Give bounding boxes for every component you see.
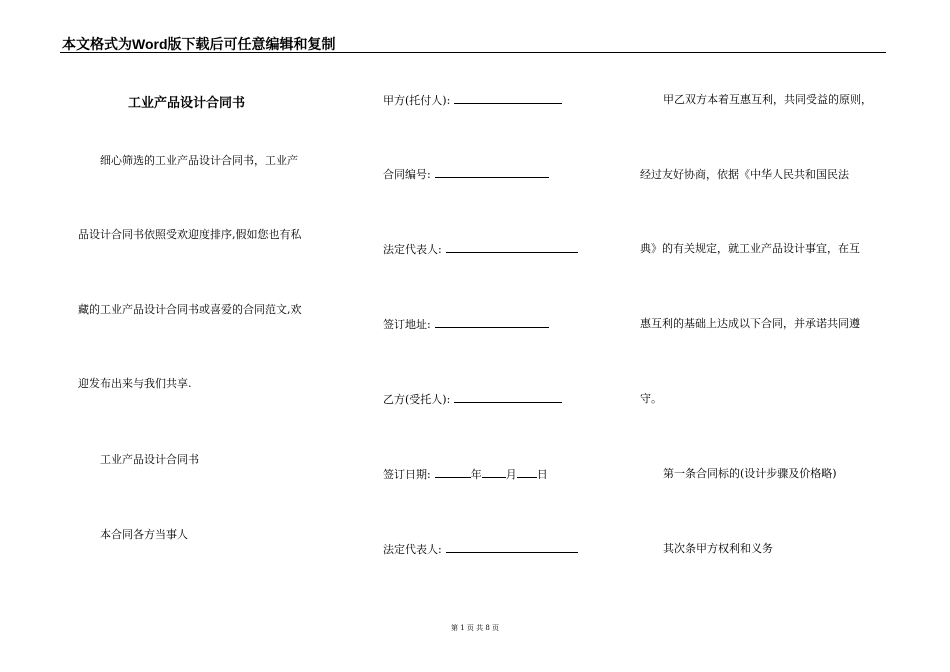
- sign-place-field: [383, 317, 549, 332]
- legal-rep-label-1: 法定代表人:: [383, 243, 442, 256]
- legal-rep-blank-1: [446, 242, 578, 253]
- paragraph-line: 本合同各方当事人: [100, 528, 188, 541]
- paragraph-line: 细心筛选的工业产品设计合同书，工业产: [100, 154, 298, 167]
- sign-place-label: 签订地址:: [383, 318, 431, 331]
- year-label: 年: [470, 468, 482, 481]
- contract-number-field: [383, 167, 549, 182]
- subtitle-line: 工业产品设计合同书: [100, 453, 199, 466]
- paragraph-line: 品设计合同书依照受欢迎度排序,假如您也有私: [78, 228, 302, 241]
- sign-date-label: 签订日期:: [383, 468, 431, 481]
- paragraph-line: 甲乙双方本着互惠互利，共同受益的原则，: [663, 93, 872, 106]
- sign-date-field: [383, 467, 548, 482]
- header-divider: [60, 52, 886, 53]
- day-blank: [517, 467, 537, 478]
- party-a-field: [383, 93, 562, 108]
- party-b-blank: [454, 392, 562, 403]
- contract-number-blank: [435, 167, 549, 178]
- paragraph-line: 守。: [640, 392, 662, 405]
- month-blank: [482, 467, 506, 478]
- legal-rep-field-1: [383, 242, 578, 257]
- paragraph-line: 经过友好协商，依据《中华人民共和国民法: [640, 168, 849, 181]
- day-label: 日: [536, 468, 548, 481]
- paragraph-line: 惠互利的基础上达成以下合同，并承诺共同遵: [640, 317, 860, 330]
- paragraph-line: 典》的有关规定，就工业产品设计事宜，在互: [640, 242, 860, 255]
- page-number: 第 1 页 共 8 页: [450, 624, 500, 632]
- legal-rep-label-2: 法定代表人:: [383, 543, 442, 556]
- legal-rep-field-2: [383, 542, 578, 557]
- paragraph-line: 藏的工业产品设计合同书或喜爱的合同范文,欢: [78, 303, 302, 316]
- party-a-label: 甲方(托付人):: [383, 94, 451, 107]
- party-a-blank: [454, 93, 562, 104]
- clause-heading: 第一条合同标的(设计步骤及价格略): [663, 467, 837, 480]
- party-b-field: [383, 392, 562, 407]
- sign-place-blank: [435, 317, 549, 328]
- paragraph-line: 迎发布出来与我们共享.: [78, 377, 192, 390]
- contract-title: 工业产品设计合同书: [128, 95, 246, 110]
- year-blank: [435, 467, 471, 478]
- contract-number-label: 合同编号:: [383, 168, 431, 181]
- legal-rep-blank-2: [446, 542, 578, 553]
- document-header-title: 本文格式为Word版下载后可任意编辑和复制: [62, 36, 336, 52]
- clause-heading: 其次条甲方权利和义务: [663, 542, 773, 555]
- party-b-label: 乙方(受托人):: [383, 393, 451, 406]
- month-label: 月: [505, 468, 517, 481]
